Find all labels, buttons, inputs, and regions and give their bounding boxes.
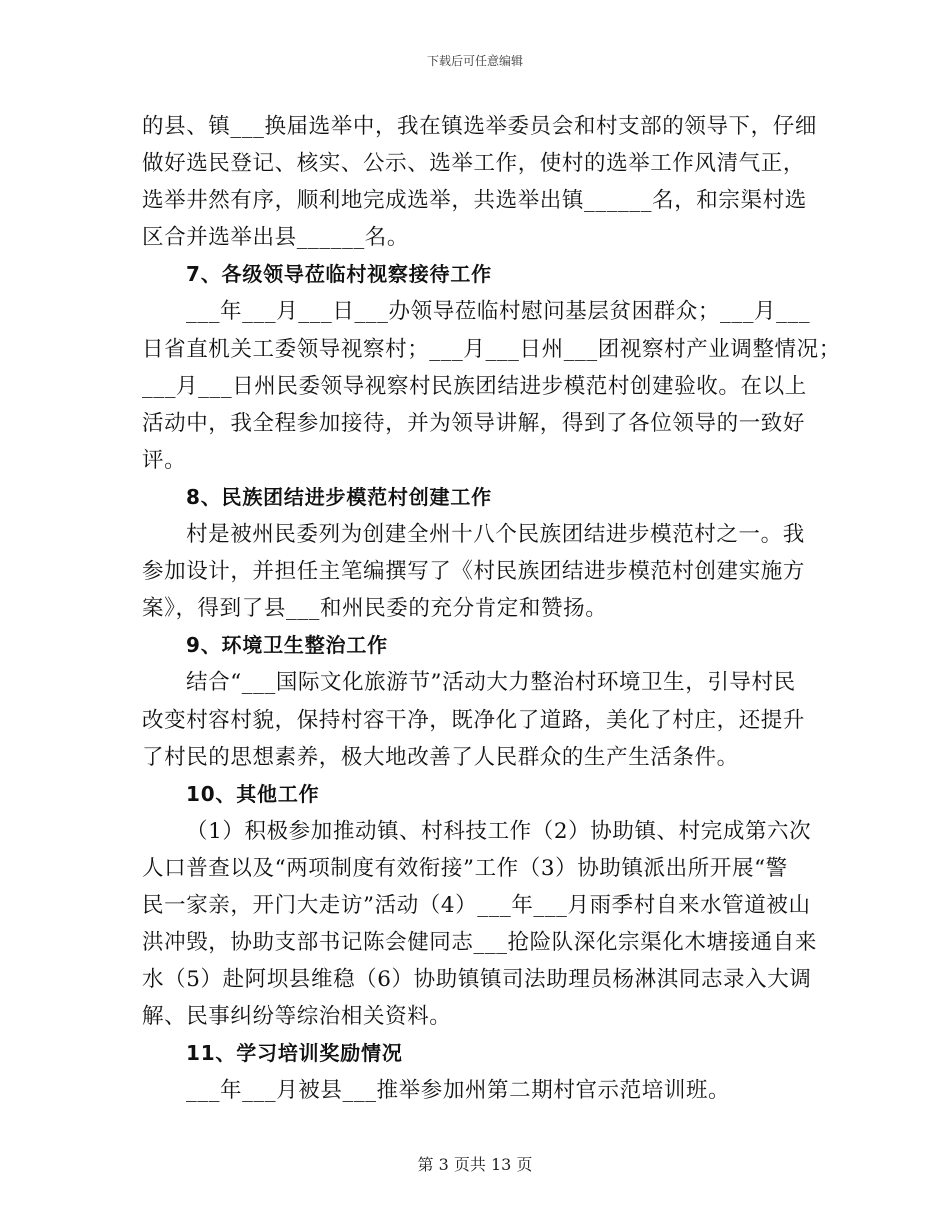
paragraph-line: 改变村容村貌，保持村容干净，既净化了道路，美化了村庄，还提升 bbox=[142, 707, 806, 733]
paragraph-first-line: （1）积极参加推动镇、村科技工作（2）协助镇、村完成第六次 bbox=[186, 818, 812, 844]
section-heading: 9、环境卫生整治工作 bbox=[186, 633, 388, 658]
paragraph-line: 民一家亲，开门大走访”活动（4）___年___月雨季村自来水管道被山 bbox=[142, 892, 811, 918]
section-heading: 8、民族团结进步模范村创建工作 bbox=[186, 484, 492, 509]
page-header: 下载后可任意编辑 bbox=[426, 54, 523, 68]
section-heading: 11、学习培训奖励情况 bbox=[186, 1041, 403, 1066]
paragraph-line: 案》，得到了县___和州民委的充分肯定和赞扬。 bbox=[142, 596, 608, 622]
paragraph-line: 活动中，我全程参加接待，并为领导讲解，得到了各位领导的一致好 bbox=[142, 410, 806, 436]
paragraph-line: 选举井然有序，顺利地完成选举，共选举出镇______名，和宗渠村选 bbox=[142, 188, 807, 214]
paragraph-line: 了村民的思想素养，极大地改善了人民群众的生产生活条件。 bbox=[142, 744, 739, 770]
paragraph-line: 解、民事纠纷等综治相关资料。 bbox=[142, 1004, 452, 1030]
section-heading: 10、其他工作 bbox=[186, 781, 320, 806]
paragraph-line: 做好选民登记、核实、公示、选举工作，使村的选举工作风清气正， bbox=[142, 151, 806, 177]
paragraph-first-line: ___年___月___日___办领导莅临村慰问基层贫困群众；___月___ bbox=[186, 299, 811, 325]
paragraph-first-line: ___年___月被县___推举参加州第二期村官示范培训班。 bbox=[186, 1078, 731, 1104]
paragraph-line: 日省直机关工委领导视察村；___月___日州___团视察村产业调整情况； bbox=[142, 336, 841, 362]
paragraph-line: 人口普查以及“两项制度有效衔接”工作（3）协助镇派出所开展“警 bbox=[142, 855, 788, 881]
paragraph-line: ___月___日州民委领导视察村民族团结进步模范村创建验收。在以上 bbox=[142, 373, 807, 399]
paragraph-first-line: 村是被州民委列为创建全州十八个民族团结进步模范村之一。我 bbox=[186, 522, 805, 548]
paragraph-line: 水（5）赴阿坝县维稳（6）协助镇镇司法助理员杨淋淇同志录入大调 bbox=[142, 967, 812, 993]
document-body bbox=[142, 108, 841, 1110]
section-heading: 7、各级领导莅临村视察接待工作 bbox=[186, 262, 492, 287]
page-footer: 第 3 页共 13 页 bbox=[417, 1155, 533, 1174]
paragraph-line: 洪冲毁，协助支部书记陈会健同志___抢险队深化宗渠化木塘接通自来 bbox=[142, 930, 817, 956]
paragraph-line: 区合并选举出县______名。 bbox=[142, 225, 410, 251]
paragraph-first-line: 结合“___国际文化旅游节”活动大力整治村环境卫生，引导村民 bbox=[186, 670, 796, 696]
paragraph-line: 参加设计，并担任主笔编撰写了《村民族团结进步模范村创建实施方 bbox=[142, 559, 806, 585]
paragraph-line: 评。 bbox=[142, 447, 187, 473]
paragraph-line: 的县、镇___换届选举中，我在镇选举委员会和村支部的领导下，仔细 bbox=[142, 114, 817, 139]
